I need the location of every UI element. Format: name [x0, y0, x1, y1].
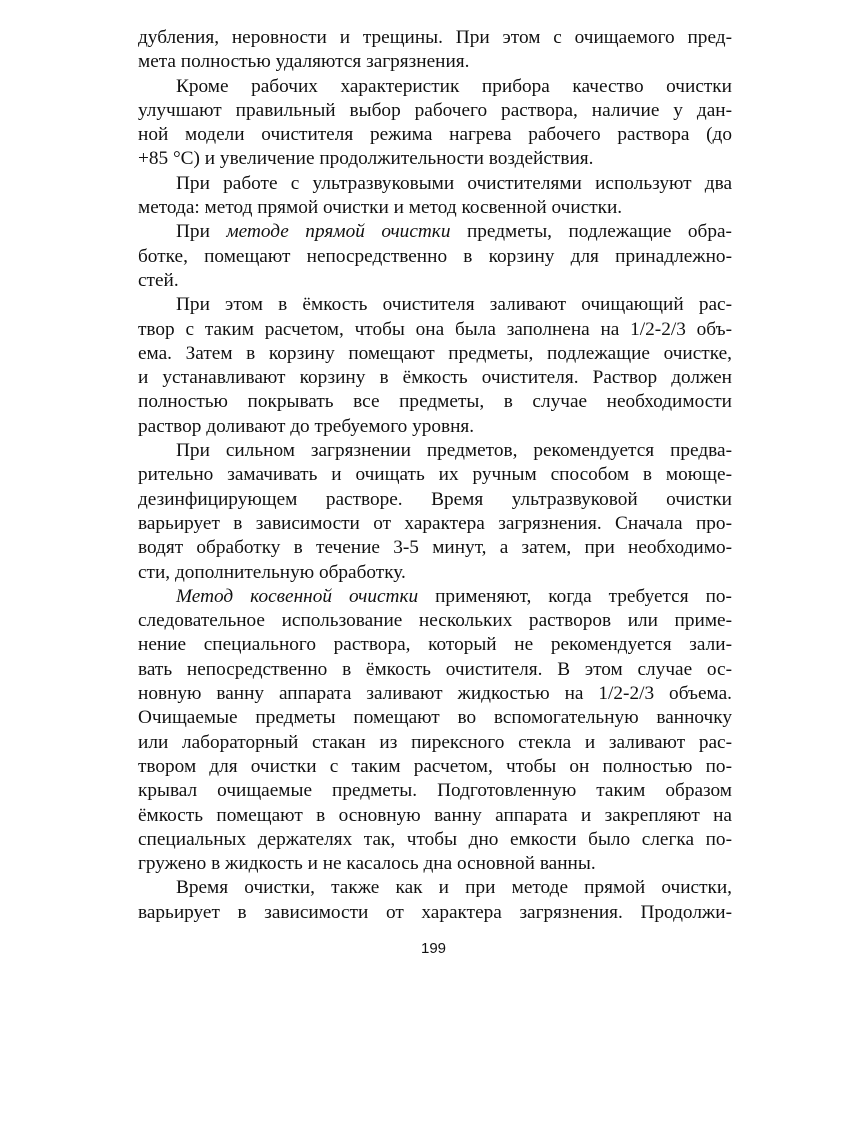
- text-line: сти, дополнительную обработку.: [138, 561, 406, 583]
- text-line: ёмкость помещают в основную ванну аппарата и закрепляют на: [138, 804, 732, 826]
- text-line: твором для очистки с таким расчетом, чтобы он полностью по-: [138, 755, 732, 777]
- text-line: улучшают правильный выбор рабочего раствора, наличие у дан-: [138, 99, 732, 121]
- text-line: варьирует в зависимости от характера загрязнения. Сначала про-: [138, 512, 732, 534]
- text-line: или лабораторный стакан из пирексного стекла и заливают рас-: [138, 731, 732, 753]
- page-body: [138, 26, 732, 925]
- text-segment: При: [176, 221, 227, 243]
- text-line: дубления, неровности и трещины. При этом с очищаемого пред-: [138, 27, 732, 48]
- italic-term: Метод косвенной очистки: [176, 585, 419, 607]
- text-line: Очищаемые предметы помещают во вспомогательную ванночку: [138, 707, 732, 729]
- text-line: [138, 220, 732, 244]
- text-line: нение специального раствора, который не рекомендуется зали-: [138, 634, 732, 656]
- text-line: метода: метод прямой очистки и метод косвенной очистки.: [138, 197, 623, 219]
- text-line: +85 °С) и увеличение продолжительности воздействия.: [138, 148, 594, 170]
- text-line: При сильном загрязнении предметов, рекомендуется предва-: [176, 440, 732, 462]
- text-line: стей.: [138, 269, 179, 291]
- text-line: раствор доливают до требуемого уровня.: [138, 415, 475, 437]
- text-line: новную ванну аппарата заливают жидкостью на 1/2-2/3 объема.: [138, 683, 732, 705]
- text-line: ема. Затем в корзину помещают предметы, подлежащие очистке,: [138, 342, 732, 364]
- page-number: 199: [420, 940, 447, 957]
- text-line: Кроме рабочих характеристик прибора качество очистки: [176, 75, 732, 97]
- text-line: мета полностью удаляются загрязнения.: [138, 51, 470, 73]
- text-line: ной модели очистителя режима нагрева рабочего раствора (до: [138, 124, 732, 146]
- text-segment: предметы, подлежащие обра-: [450, 221, 732, 243]
- text-segment: применяют, когда требуется по-: [418, 585, 732, 607]
- text-line: полностью покрывать все предметы, в случае необходимости: [138, 391, 732, 413]
- text-line: водят обработку в течение 3-5 минут, а затем, при необходимо-: [138, 537, 732, 559]
- text-line: Время очистки, также как и при методе прямой очистки,: [176, 877, 732, 899]
- italic-term: методе прямой очистки: [226, 221, 451, 243]
- text-line: специальных держателях так, чтобы дно емкости было слегка по-: [138, 828, 732, 850]
- text-line: [138, 585, 732, 609]
- text-line: рительно замачивать и очищать их ручным способом в моюще-: [138, 464, 732, 486]
- text-line: ботке, помещают непосредственно в корзину для принадлежно-: [138, 245, 732, 267]
- text-line: следовательное использование нескольких растворов или приме-: [138, 610, 732, 632]
- text-line: При работе с ультразвуковыми очистителями используют два: [176, 172, 732, 194]
- text-line: При этом в ёмкость очистителя заливают очищающий рас-: [176, 294, 732, 316]
- text-line: вать непосредственно в ёмкость очистителя. В этом случае ос-: [138, 658, 732, 680]
- text-line: твор с таким расчетом, чтобы она была заполнена на 1/2-2/3 объ-: [138, 318, 732, 340]
- text-line: крывал очищаемые предметы. Подготовленную таким образом: [138, 780, 732, 802]
- text-line: и устанавливают корзину в ёмкость очистителя. Раствор должен: [138, 367, 732, 389]
- text-line: варьирует в зависимости от характера загрязнения. Продолжи-: [138, 901, 732, 923]
- text-line: гружено в жидкость и не касалось дна основной ванны.: [138, 853, 596, 875]
- text-line: дезинфицирующем растворе. Время ультразвуковой очистки: [138, 488, 732, 510]
